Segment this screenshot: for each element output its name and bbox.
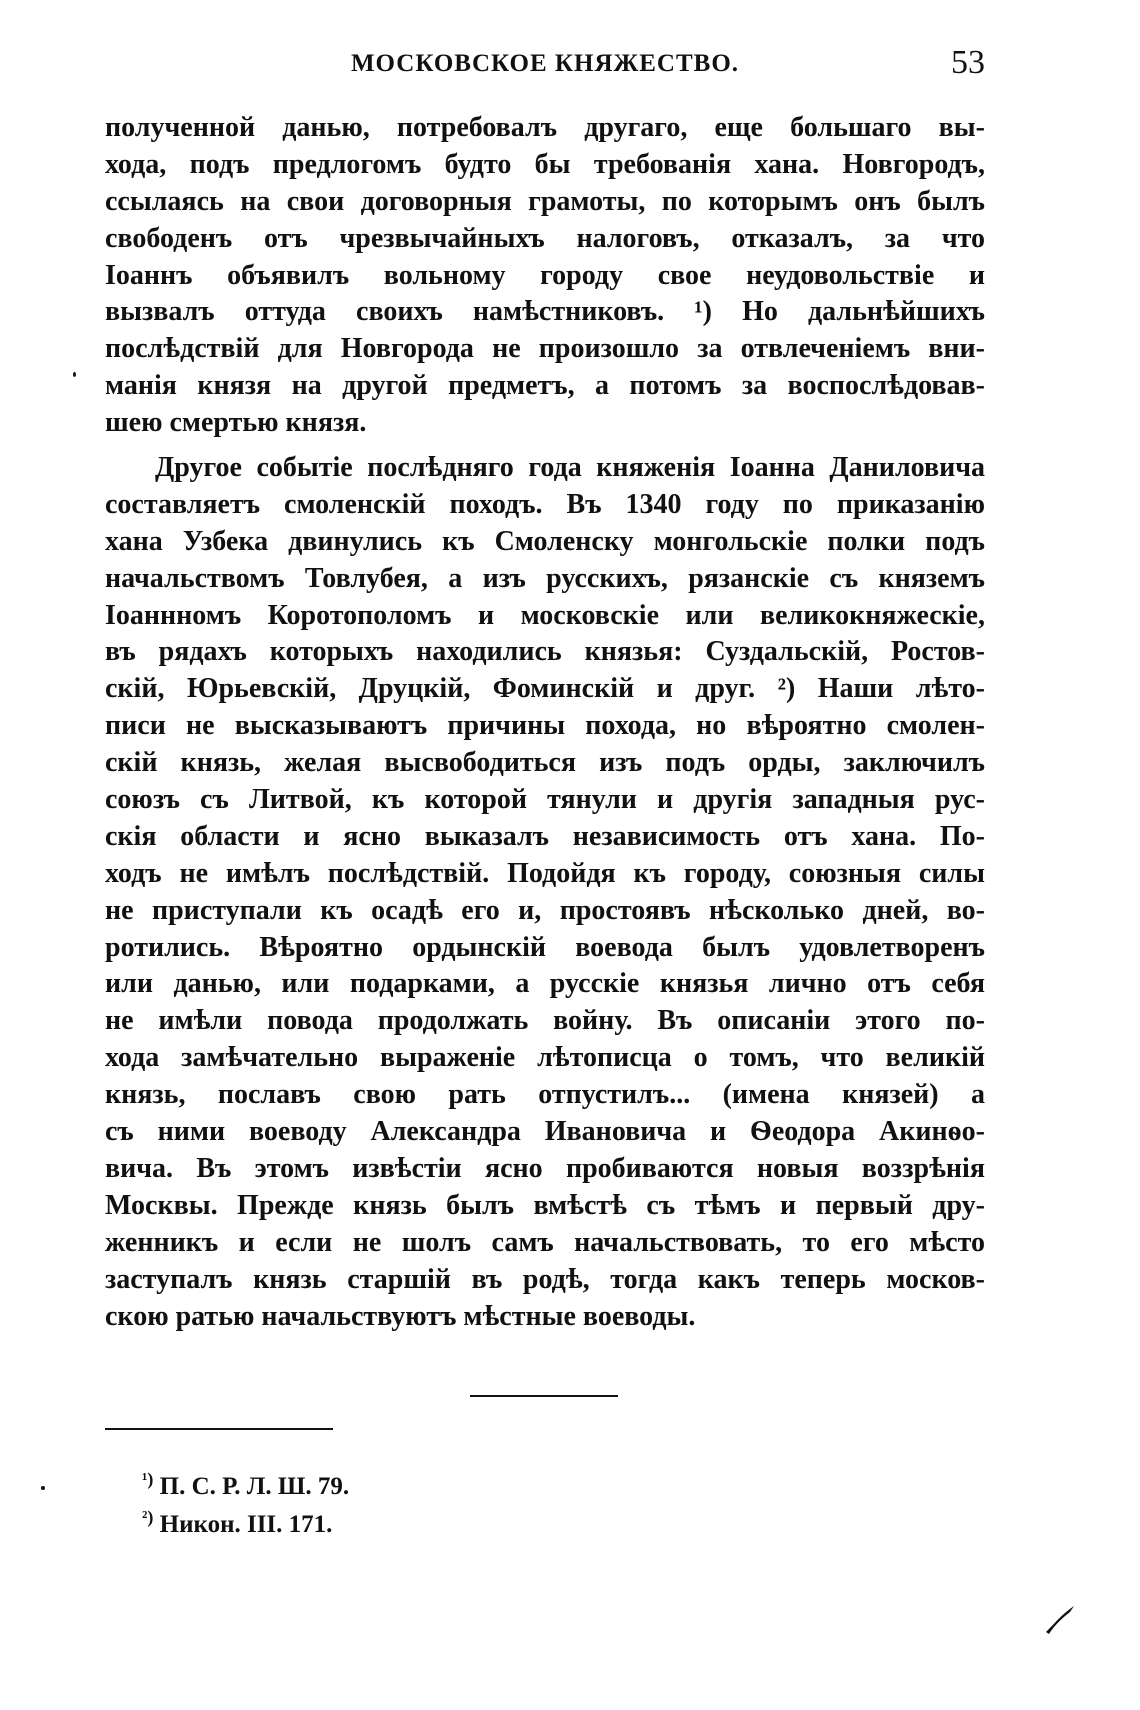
text-line: заступалъ князь старшій въ родѣ, тогда какъ теперь москов- [105, 1263, 985, 1295]
text-line: полученной данью, потребовалъ другаго, еще большаго вы- [105, 112, 985, 143]
footnote-text: П. С. Р. Л. Ш. 79. [159, 1473, 350, 1500]
text-line: не приступали къ осадѣ его и, простоявъ нѣсколько дней, во- [105, 894, 985, 926]
text-line: ротились. Вѣроятно ордынскій воевода былъ удовлетворенъ [105, 931, 985, 963]
text-line: Другое событіе послѣдняго года княженія Іоанна Даниловича [155, 452, 985, 484]
paragraph-gap [105, 442, 985, 450]
section-end-rule [470, 1395, 618, 1397]
text-line: шею смертью князя. [105, 407, 367, 439]
text-line: не имѣли повода продолжать войну. Въ описаніи этого по- [105, 1005, 985, 1037]
running-header [105, 44, 985, 84]
text-line: составляетъ смоленскій походъ. Въ 1340 году по приказанію [105, 488, 985, 520]
text-line: вызвалъ оттуда своихъ намѣстниковъ. ¹) Но дальнѣйшихъ [105, 296, 985, 328]
paragraph-2 [105, 450, 985, 1335]
text-line: хода замѣчательно выраженіе лѣтописца о томъ, что великій [105, 1042, 985, 1074]
text-line: въ рядахъ которыхъ находились князья: Суздальскій, Ростов- [105, 636, 985, 668]
page-number: 53 [951, 44, 985, 81]
text-line: скій князь, желая высвободиться изъ подъ орды, заключилъ [105, 747, 985, 779]
text-line: вича. Въ этомъ извѣстіи ясно пробиваются новыя воззрѣнія [105, 1152, 985, 1184]
text-line: скою ратью начальствуютъ мѣстные воеводы. [105, 1300, 696, 1332]
text-line: хана Узбека двинулись къ Смоленску монгольскіе полки подъ [105, 525, 985, 557]
text-line: послѣдствій для Новгорода не произошло за отвлеченіемъ вни- [105, 333, 985, 365]
text-line: съ ними воеводу Александра Ивановича и Ѳеодора Акинѳо- [105, 1116, 985, 1148]
ink-mark-icon [1040, 1600, 1080, 1640]
text-line: манія князя на другой предметъ, а потомъ за воспослѣдовав- [105, 370, 985, 402]
text-line: или данью, или подарками, а русскіе князья лично отъ себя [105, 968, 985, 1000]
text-line: хода, подъ предлогомъ будто бы требованія хана. Новгородъ, [105, 148, 985, 180]
footnote-mark: ²) [142, 1507, 154, 1527]
text-line: Іоаннномъ Коротополомъ и московскіе или великокняжескіе, [105, 599, 985, 631]
text-line: Москвы. Прежде князь былъ вмѣстѣ съ тѣмъ и первый дру- [105, 1189, 985, 1221]
footnote-text: Никон. III. 171. [159, 1511, 333, 1538]
body-text [105, 110, 985, 1335]
text-line: князь, пославъ свою рать отпустилъ... (имена князей) а [105, 1079, 985, 1111]
text-line: писи не высказываютъ причины похода, но вѣроятно смолен- [105, 710, 985, 742]
ink-speck [41, 1486, 45, 1490]
text-line: ссылаясь на свои договорныя грамоты, по которымъ онъ былъ [105, 185, 985, 217]
text-line: ходъ не имѣлъ послѣдствій. Подойдя къ городу, союзныя силы [105, 857, 985, 889]
ink-speck [73, 372, 76, 377]
footnote-2 [142, 1498, 742, 1536]
text-line: союзъ съ Литвой, къ которой тянули и другія западныя рус- [105, 784, 985, 816]
footnotes [142, 1460, 742, 1536]
running-title: МОСКОВСКОЕ КНЯЖЕСТВО. [350, 50, 740, 77]
text-line: скій, Юрьевскій, Друцкій, Фоминскій и друг. ²) Наши лѣто- [105, 673, 985, 705]
text-line: Іоаннъ объявилъ вольному городу свое неудовольствіе и [105, 259, 985, 291]
footnote-1 [142, 1460, 742, 1498]
text-line: свободенъ отъ чрезвычайныхъ налоговъ, отказалъ, за что [105, 222, 985, 254]
text-line: скія области и ясно выказалъ независимость отъ хана. По- [105, 820, 985, 852]
paragraph-1 [105, 110, 985, 442]
text-line: начальствомъ Товлубея, а изъ русскихъ, рязанскіе съ княземъ [105, 562, 985, 594]
footnote-mark: ¹) [142, 1469, 154, 1489]
footnote-separator [105, 1428, 333, 1430]
text-line: женникъ и если не шолъ самъ начальствовать, то его мѣсто [105, 1226, 985, 1258]
